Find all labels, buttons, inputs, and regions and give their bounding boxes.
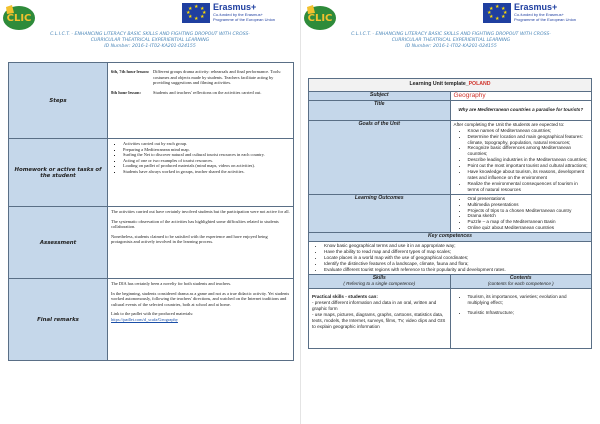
assessment-label: Assessment <box>9 207 108 279</box>
key-competences-list <box>312 243 588 273</box>
clic-logo <box>303 3 337 31</box>
assessment-row: Assessment The activities carried out have certainly involved students but the participation were not active for all. The systematic observation of the activities has highlighted some difficulties related to students collaboration. Nonetheless, students claimed to be satisfied with the experience and have enjoyed being protagonists and actively involved in the learning process. <box>9 207 294 279</box>
list-item: • Know names of Mediterranean countries; <box>468 128 589 134</box>
practical-skills-cell: Practical skills - students can: - present different information and data in an oral, written and graphic form - use maps, pictures, diagrams, graphs, cartoons, statistics data, texts, models, the Internet, surveys, films, TV, video clips and GIS to explain geographic information <box>309 289 451 349</box>
outcomes-list <box>454 196 589 231</box>
list-item: • Have knowledge about tourism, its reasons, development rates and influence on the environment <box>468 169 589 181</box>
list-item: ▪ Surfing the Net to discover natural and cultural tourist resources in each country. <box>123 152 290 158</box>
list-item: • Multimedia presentations <box>468 202 589 208</box>
steps-label: Steps <box>9 63 108 139</box>
subject-label: Subject <box>309 91 451 100</box>
eu-caption: Co-funded by the Erasmus+ Programme of the European Union <box>514 12 577 22</box>
list-item: • Recognize basic differences among Mediterranean countries; <box>468 145 589 157</box>
list-item: • Have the ability to read map and different types of map scales; <box>324 249 588 255</box>
step-item: 8th hour lesson: Students and teachers' reflections on the activities carried out. <box>111 89 262 95</box>
list-item: ▪ Activities carried out by each group. <box>123 141 290 147</box>
steps-row <box>9 63 294 139</box>
lesson-table <box>8 62 294 361</box>
goals-label: Goals of the Unit <box>309 120 451 194</box>
remarks-label: Final remarks <box>9 279 108 361</box>
list-item: • Projects of trips to a chosen Mediterranean country <box>468 208 589 214</box>
project-header: C.L.I.C.T. - ENHANCING LITERACY BASIC SKILLS AND FIGHTING DROPOUT WITH CROSS- CURRICULAR THEATRICAL EXPERIENTIAL LEARNING ID Number: 2016-1-IT02-KA201-024155 <box>50 32 250 50</box>
learning-unit-table: Learning Unit template_POLAND Subject Geography Title Why are Mediterranean countries a paradise for tourists? Goals of the Unit After completing the Unit the students are expected to: • Know names of Mediterranean countries; • Determine their location and main geographical features: climate, topography, population, natural resources; • Recognize basic differences among Mediterranean countries; • Describe leading industries in the Mediterranean countries; • Point out the most important tourist and cultural attractions; • Have knowledge about tourism, its reasons, development rates and influence on the environment • Realize the environmental consequences of tourism in terms of natural resources Learning Outcomes • Oral presentations • Multimedia presentations • Projects of trips to a chosen Mediterranean country • Drama sketch • Puzzle – a map of the Mediterranean Basin • Online quiz about Mediterranean countries Key competences • Know basic geographical terms and use it in an appropriate way; • Have the ability to read map and different types of map scales; • Locate places in a world map with the use of geographical coordinates; • Identify the distinctive features of a landscape, climate, fauna and flora; • Evaluate different tourist regions with reference to their popularity and development rates. Skills ( Referring to a single competence) Contents (contents for each competence ) Practical skills - students can: - present different information and data in an oral, written and graphic form - use maps, pictures, diagrams, graphs, cartoons, statistics data, texts, models, the Internet, surveys, films, TV, video clips and GIS to explain geographic information • Tourism, its importances, varieties; evolution and multiplying effect; • Touristic Infrastructure; <box>308 78 592 349</box>
title-label: Title <box>309 100 451 120</box>
list-item: • Realize the environmental consequences of tourism in terms of natural resources <box>468 181 589 193</box>
outcomes-label: Learning Outcomes <box>309 194 451 232</box>
step-item: 6th, 7th hour lesson: Different groups drama activity: rehearsals and final performance. Tools: costumes and objects made by students. Teachers facilitate acting by providing suggestions and filming activities. <box>111 69 282 86</box>
erasmus-logo <box>182 3 280 23</box>
eu-flag-icon: ★ ★ ★ ★ ★ ★ ★ ★ <box>483 3 511 23</box>
erasmus-label: Erasmus+ <box>514 2 558 12</box>
list-item: • Identify the distinctive features of a landscape, climate, fauna and flora; <box>324 261 588 267</box>
list-item: • Locate places in a world map with the use of geographical coordinates; <box>324 255 588 261</box>
list-item: • Describe leading industries in the Mediterranean countries; <box>468 157 589 163</box>
list-item: • Tourism, its importances, varieties; evolution and multiplying effect; <box>468 294 589 306</box>
list-item: • Oral presentations <box>468 196 589 202</box>
homework-list <box>111 141 290 175</box>
list-item: • Online quiz about Mediterranean countries <box>468 225 589 231</box>
remarks-row: Final remarks The DIA has certainly been a novelty for both students and teachers. In the beginning, students considered drama as a game and not as a true didactic activity. Yet students worked autonomously, following the teachers' directions, and watched on the Internet traditions and cultural events of the selected countries, both at school and at home. Link to the padlet with the produced materials: https://padlet.com/d_scafa/Geography <box>9 279 294 361</box>
list-item: • Know basic geographical terms and use it in an appropriate way; <box>324 243 588 249</box>
list-item: • Puzzle – a map of the Mediterranean Basin <box>468 219 589 225</box>
erasmus-logo <box>483 3 581 23</box>
list-item: • Point out the most important tourist and cultural attractions; <box>468 163 589 169</box>
skills-header: Skills ( Referring to a single competence) <box>309 274 451 289</box>
list-item: • Touristic Infrastructure; <box>468 310 589 316</box>
homework-row <box>9 139 294 207</box>
template-country: POLAND <box>468 81 491 87</box>
list-item: ▪ Students have always worked in groups, teacher shared the activities. <box>123 169 290 175</box>
homework-label: Homework or active tasks of the student <box>9 139 108 207</box>
eu-caption: Co-funded by the Erasmus+ Programme of the European Union <box>213 12 276 22</box>
contents-header: Contents (contents for each competence ) <box>450 274 592 289</box>
key-competences-label: Key competences <box>309 233 592 242</box>
project-header: C.L.I.C.T. - ENHANCING LITERACY BASIC SKILLS AND FIGHTING DROPOUT WITH CROSS- CURRICULAR THEATRICAL EXPERIENTIAL LEARNING ID Number: 2016-1-IT02-KA201-024155 <box>351 32 551 50</box>
svg-text:CLIC: CLIC <box>307 13 333 24</box>
list-item: ▪ Loading on padlet of produced materials (mind maps, videos on activities). <box>123 163 290 169</box>
erasmus-label: Erasmus+ <box>213 2 257 12</box>
list-item: ▪ Preparing a Mediterranean mind map. <box>123 147 290 153</box>
subject-value: Geography <box>450 91 592 100</box>
title-value: Why are Mediterranean countries a paradise for tourists? <box>450 100 592 120</box>
list-item: • Drama sketch <box>468 213 589 219</box>
list-item: ▪ Acting of one or two examples of tourist resources. <box>123 158 290 164</box>
list-item: • Evaluate different tourist regions with reference to their popularity and development rates. <box>324 267 588 273</box>
svg-text:CLIC: CLIC <box>6 13 32 24</box>
list-item: • Determine their location and main geographical features: climate, topography, population, natural resources; <box>468 134 589 146</box>
template-title: Learning Unit template_POLAND <box>309 79 592 92</box>
goals-list <box>454 128 589 193</box>
padlet-link[interactable]: https://padlet.com/d_scafa/Geography <box>111 316 178 322</box>
eu-flag-icon: ★ ★ ★ ★ ★ ★ ★ ★ <box>182 3 210 23</box>
clic-logo <box>2 3 36 31</box>
contents-cell <box>450 289 592 349</box>
